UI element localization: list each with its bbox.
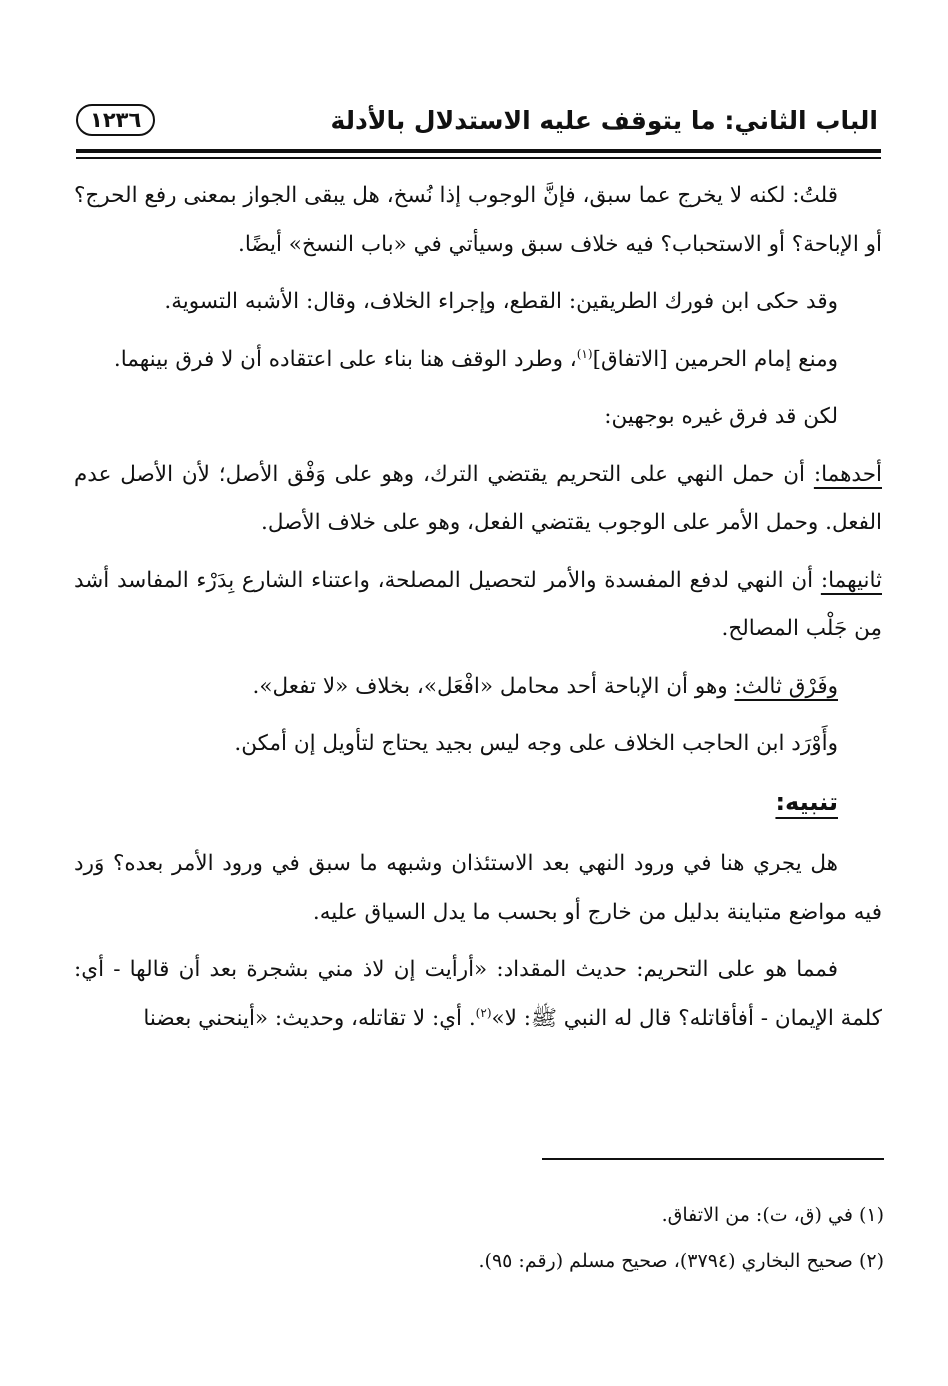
paragraph: وقد حكى ابن فورك الطريقين: القطع، وإجراء الخلاف، وقال: الأشبه التسوية. [164, 289, 838, 314]
header-rule-thin [76, 157, 881, 159]
point-label: ثانيهما: [820, 567, 882, 593]
paragraph: وأَوْرَد ابن الحاجب الخلاف على وجه ليس بجيد يحتاج لتأويل إن أمكن. [234, 731, 838, 756]
paragraph: قلتُ: لكنه لا يخرج عما سبق، فإنَّ الوجوب إذا نُسخ، هل يبقى الجواز بمعنى رفع الحرج؟ أو الإباحة؟ أو الاستحباب؟ فيه خلاف سبق وسيأتي في «باب النسخ» أيضًا. [74, 183, 882, 257]
running-title: الباب الثاني: ما يتوقف عليه الاستدلال بالأدلة [330, 106, 878, 135]
page-number: ١٢٣٦ [76, 104, 155, 136]
point-label: أحدهما: [813, 461, 882, 487]
paragraph: ثانيهما: أن النهي لدفع المفسدة والأمر لتحصيل المصلحة، واعتناء الشارع بِدَرْء المفاسد أشد مِن جَلْب المصالح. [74, 567, 882, 641]
footnote-separator [542, 1158, 884, 1160]
paragraph: هل يجري هنا في ورود النهي بعد الاستئذان وشبهه ما سبق في ورود الأمر بعده؟ وَرد فيه مواضع متباينة بدليل من خارج أو بحسب ما يدل السياق عليه. [74, 851, 882, 925]
point-label: وفَرْق ثالث: [734, 673, 838, 699]
paragraph: لكن قد فرق غيره بوجهين: [604, 404, 838, 429]
paragraph: أحدهما: أن حمل النهي على التحريم يقتضي الترك، وهو على وَفْق الأصل؛ لأن الأصل عدم الفعل. وحمل الأمر على الوجوب يقتضي الفعل، وهو على خلاف الأصل. [74, 461, 882, 535]
main-text [74, 172, 882, 1052]
paragraph: ومنع إمام الحرمين [الاتفاق]$^{(١)}$، وطرد الوقف هنا بناء على اعتقاده أن لا فرق بينهما. [113, 346, 838, 372]
footnote-ref[interactable]: (٢) [475, 1005, 492, 1020]
section-heading: تنبيه: [775, 787, 838, 816]
footnotes [300, 1192, 884, 1284]
footnote-ref[interactable]: (١) [576, 346, 593, 361]
paragraph: وفَرْق ثالث: وهو أن الإباحة أحد محامل «افْعَل»، بخلاف «لا تفعل». [252, 673, 838, 699]
paragraph: فمما هو على التحريم: حديث المقداد: «أرأيت إن لاذ مني بشجرة بعد أن قالها - أي: كلمة الإيمان - أفأقاتله؟ قال له النبي ﷺ: لا»$^{(٢)}$. أي: لا تقاتله، وحديث: «أينحني بعضنا [74, 957, 882, 1031]
footnote: (١) في (ق، ت): من الاتفاق. [661, 1204, 884, 1226]
page-header [76, 104, 878, 148]
footnote: (٢) صحيح البخاري (٣٧٩٤)، صحيح مسلم (رقم: ٩٥). [478, 1250, 884, 1272]
header-rule-thick [76, 149, 881, 153]
